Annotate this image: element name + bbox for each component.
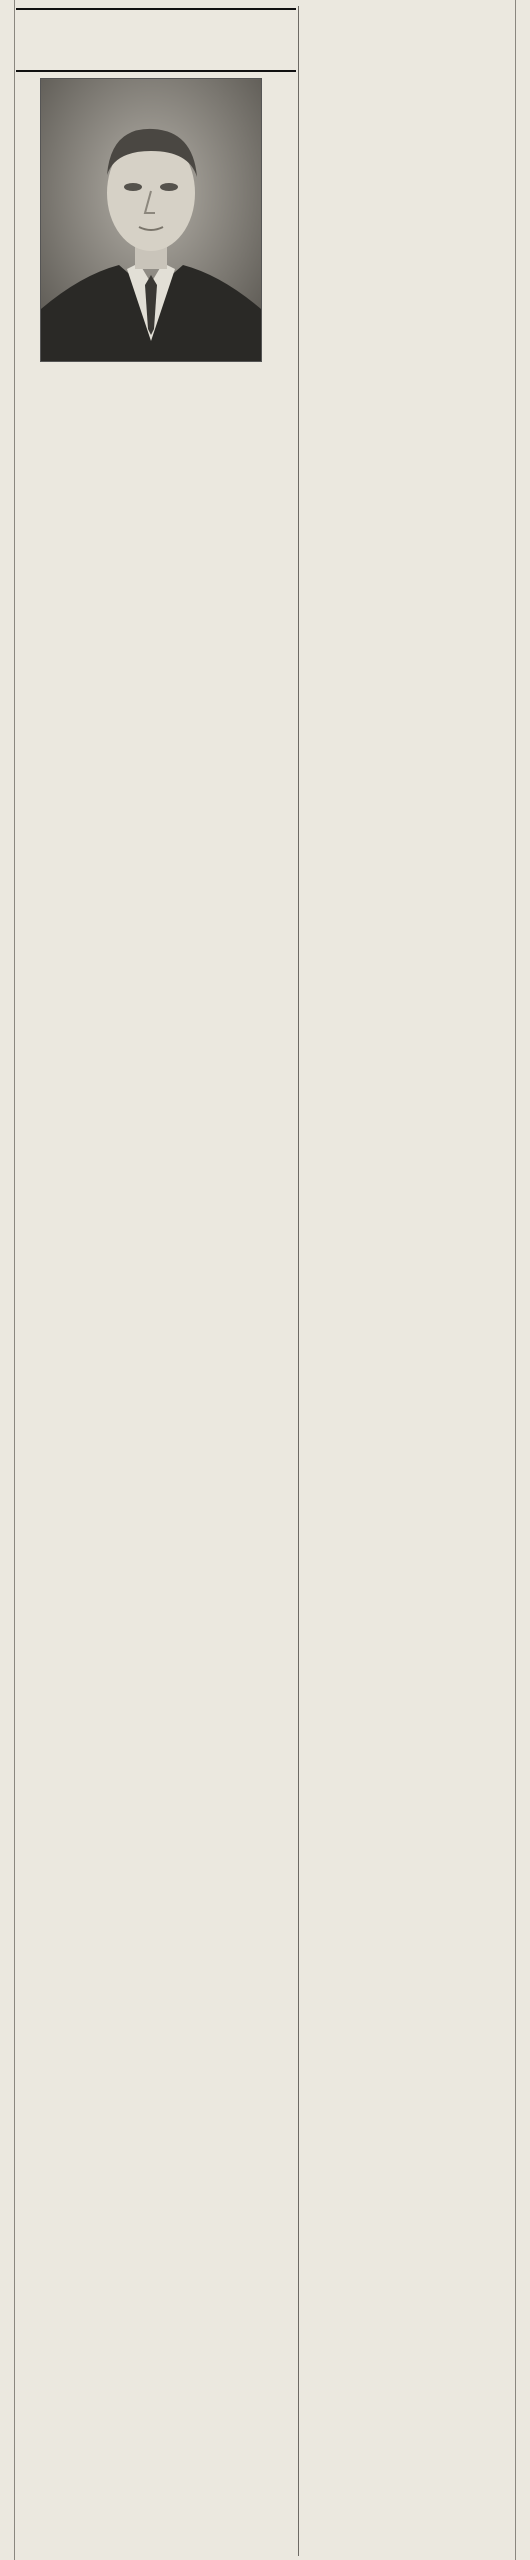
sermon-headline-box xyxy=(16,8,296,72)
left-gutter-clipped-column xyxy=(0,0,15,2560)
portrait-illustration xyxy=(41,79,261,361)
portrait-photo xyxy=(40,78,262,362)
column-divider xyxy=(298,6,299,2556)
right-gutter-clipped-column xyxy=(515,0,530,2560)
